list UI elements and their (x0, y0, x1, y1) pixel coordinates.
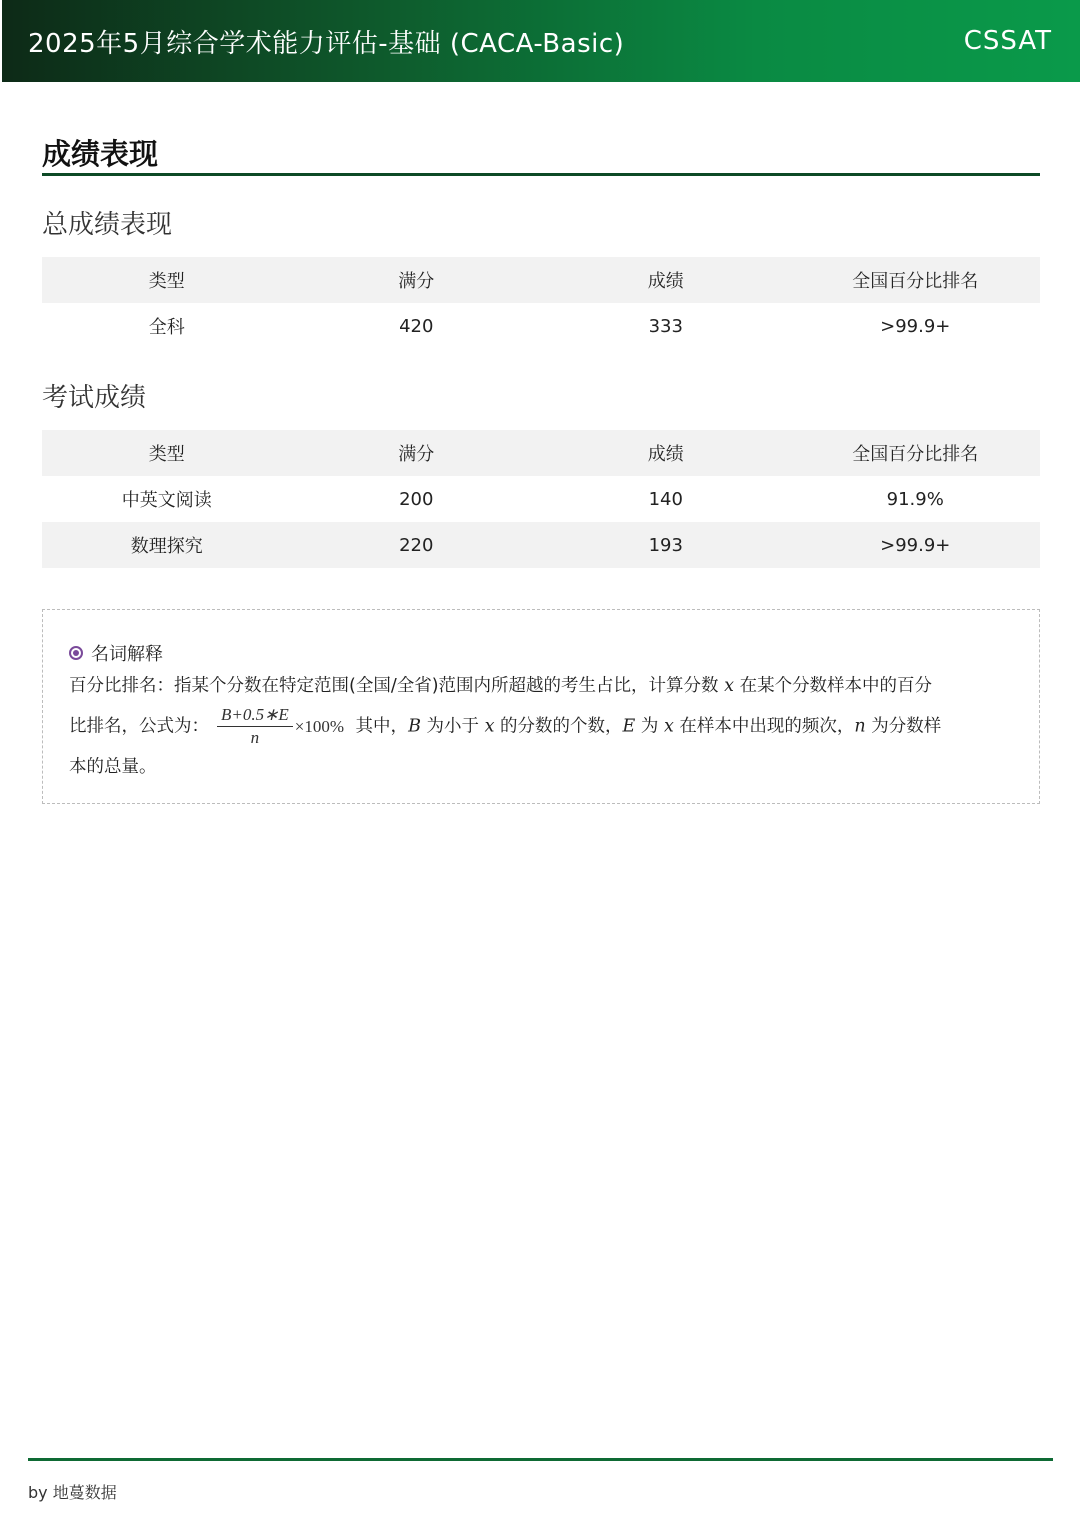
report-title: 2025年5月综合学术能力评估-基础 (CACA-Basic) (28, 28, 625, 59)
glossary-text-part: 为小于 (420, 716, 485, 737)
glossary-box (42, 609, 1040, 804)
table-cell: 数理探究 (130, 536, 203, 557)
column-header: 满分 (398, 271, 435, 292)
table-cell: 333 (648, 315, 683, 337)
glossary-heading-label: 名词解释 (91, 644, 163, 665)
variable-x: x (724, 676, 734, 696)
section-divider (42, 173, 1040, 176)
variable-b: B (408, 716, 421, 737)
formula-denominator: n (250, 728, 260, 747)
overall-table (42, 257, 1040, 349)
column-header: 类型 (148, 271, 185, 292)
table-row (42, 303, 1040, 349)
table-row (42, 476, 1040, 522)
report-header (2, 0, 1080, 82)
glossary-text-part: 为 (635, 716, 664, 737)
section-title: 成绩表现 (42, 137, 159, 171)
table-cell: >99.9+ (880, 534, 951, 556)
column-header: 类型 (148, 444, 185, 465)
table-cell: 220 (399, 534, 434, 556)
column-header: 成绩 (647, 444, 684, 465)
table-cell: 140 (648, 488, 683, 510)
table-cell: 193 (648, 534, 683, 556)
percentile-formula (217, 704, 344, 749)
radio-dot-icon (69, 646, 83, 660)
table-cell: >99.9+ (880, 315, 951, 337)
variable-n: n (854, 716, 866, 737)
table-cell: 420 (399, 315, 434, 337)
glossary-text-part: 百分比排名：指某个分数在特定范围(全国/全省)范围内所超越的考生占比，计算分数 (69, 676, 725, 696)
table-header-row (42, 430, 1040, 476)
column-header: 满分 (398, 444, 435, 465)
glossary-text (69, 668, 1013, 785)
table-cell: 中英文阅读 (121, 490, 212, 511)
variable-e: E (622, 716, 636, 737)
glossary-heading (69, 640, 1013, 666)
overall-title: 总成绩表现 (42, 210, 173, 240)
table-header-row (42, 257, 1040, 303)
footer-credit: by 地蔓数据 (28, 1483, 117, 1502)
table-cell: 全科 (148, 317, 185, 338)
exam-table (42, 430, 1040, 568)
table-cell: 200 (399, 488, 434, 510)
formula-multiplier: ×100% (294, 716, 344, 736)
glossary-text-part: 在某个分数样本中的百分 (734, 676, 933, 696)
table-cell: 91.9% (886, 488, 944, 510)
footer-divider (28, 1458, 1053, 1461)
column-header: 全国百分比排名 (852, 444, 979, 465)
glossary-text-part: 本的总量。 (69, 757, 157, 777)
variable-x: x (663, 716, 674, 737)
formula-numerator: B+0.5∗E (217, 704, 293, 727)
table-row (42, 522, 1040, 568)
brand-name: CSSAT (963, 26, 1052, 56)
glossary-text-part: 在样本中出现的频次， (673, 716, 855, 737)
column-header: 成绩 (647, 271, 684, 292)
variable-x: x (484, 716, 495, 737)
glossary-text-part: 为分数样 (865, 716, 942, 737)
column-header: 全国百分比排名 (852, 271, 979, 292)
glossary-text-part: 其中， (349, 716, 409, 737)
exam-title: 考试成绩 (42, 383, 147, 413)
glossary-text-part: 比排名，公式为： (69, 716, 209, 737)
glossary-text-part: 的分数的个数， (494, 716, 623, 737)
